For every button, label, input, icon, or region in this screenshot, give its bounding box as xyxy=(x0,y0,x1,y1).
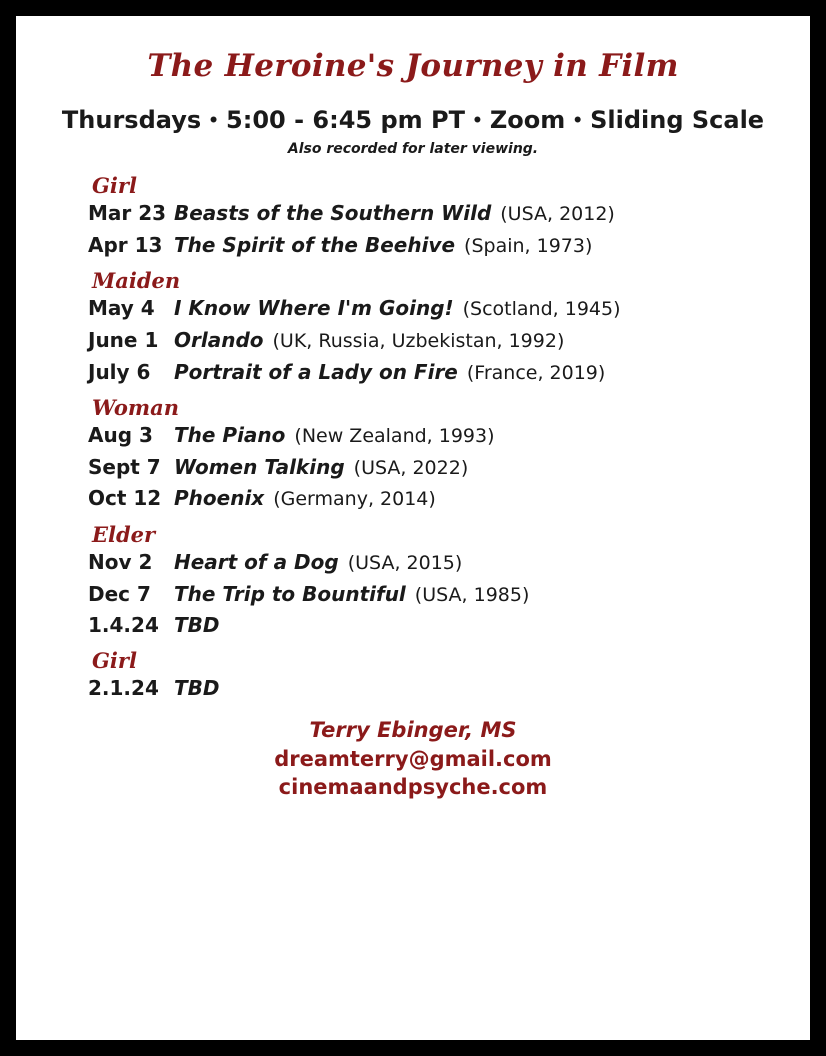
entry-date: Oct 12 xyxy=(88,486,162,511)
schedule-price: Sliding Scale xyxy=(590,106,765,134)
entry-film: The Spirit of the Beehive xyxy=(174,232,456,257)
section-elder xyxy=(88,522,776,639)
schedule-platform: Zoom xyxy=(489,106,566,134)
entry-date: Dec 7 xyxy=(88,581,151,606)
entry-film: Phoenix xyxy=(174,486,265,511)
entry-date: Mar 23 xyxy=(88,201,167,225)
poster-page xyxy=(16,16,810,1040)
list-item xyxy=(88,422,776,450)
separator-dot: • xyxy=(208,111,220,131)
presenter-name: Terry Ebinger, MS xyxy=(309,718,517,743)
entry-origin: (Germany, 2014) xyxy=(273,488,436,511)
list-item xyxy=(88,359,776,387)
entry-film: The Trip to Bountiful xyxy=(174,581,406,606)
list-item xyxy=(88,295,776,323)
entry-film: Portrait of a Lady on Fire xyxy=(174,359,458,384)
entry-origin: (USA, 1985) xyxy=(414,583,530,606)
section-title: Maiden xyxy=(92,268,181,294)
list-item xyxy=(88,232,776,260)
entry-origin: (Spain, 1973) xyxy=(464,234,593,257)
entry-date: Nov 2 xyxy=(88,550,153,575)
separator-dot: • xyxy=(572,111,584,131)
entry-origin: (USA, 2012) xyxy=(500,203,615,225)
entry-date: Apr 13 xyxy=(88,232,163,257)
entry-film: Women Talking xyxy=(174,454,345,479)
recording-note: Also recorded for later viewing. xyxy=(287,141,539,157)
schedule-line xyxy=(50,106,776,134)
section-title: Woman xyxy=(92,395,179,421)
entry-origin: (USA, 2015) xyxy=(347,552,463,575)
entry-date: 2.1.24 xyxy=(88,676,159,701)
section-title: Girl xyxy=(92,648,137,674)
entry-origin: (Scotland, 1945) xyxy=(462,298,621,321)
entry-origin: (New Zealand, 1993) xyxy=(294,425,495,448)
section-title: Elder xyxy=(92,522,156,548)
list-item xyxy=(88,675,776,702)
list-item xyxy=(88,612,776,639)
entry-date: May 4 xyxy=(88,296,155,321)
contact-footer xyxy=(50,716,776,801)
page-title: The Heroine's Journey in Film xyxy=(147,48,679,84)
entry-date: 1.4.24 xyxy=(88,613,159,638)
schedule-sections xyxy=(50,173,776,702)
entry-date: July 6 xyxy=(88,359,151,384)
contact-website[interactable]: cinemaandpsyche.com xyxy=(278,775,548,800)
list-item xyxy=(88,549,776,577)
list-item xyxy=(88,454,776,482)
list-item xyxy=(88,581,776,609)
entry-origin: (USA, 2022) xyxy=(353,456,469,479)
contact-email[interactable]: dreamterry@gmail.com xyxy=(274,746,552,771)
section-title: Girl xyxy=(92,173,137,198)
separator-dot: • xyxy=(471,111,483,131)
entry-date: Sept 7 xyxy=(88,454,161,479)
entry-film: The Piano xyxy=(174,423,286,448)
section-woman xyxy=(88,395,776,513)
entry-origin: (UK, Russia, Uzbekistan, 1992) xyxy=(272,329,565,352)
section-girl-2 xyxy=(88,648,776,702)
entry-date: June 1 xyxy=(88,327,159,352)
list-item xyxy=(88,485,776,513)
entry-film: TBD xyxy=(174,676,220,701)
list-item xyxy=(88,327,776,355)
schedule-time: 5:00 - 6:45 pm PT xyxy=(226,106,465,134)
entry-film: Heart of a Dog xyxy=(174,550,339,575)
entry-film: TBD xyxy=(174,613,220,638)
section-girl-1 xyxy=(88,173,776,259)
list-item xyxy=(88,200,776,228)
entry-origin: (France, 2019) xyxy=(466,361,606,384)
section-maiden xyxy=(88,268,776,386)
entry-date: Aug 3 xyxy=(88,423,153,448)
schedule-day: Thursdays xyxy=(61,106,202,134)
entry-film: I Know Where I'm Going! xyxy=(174,296,454,321)
entry-film: Beasts of the Southern Wild xyxy=(174,201,492,225)
entry-film: Orlando xyxy=(174,327,264,352)
